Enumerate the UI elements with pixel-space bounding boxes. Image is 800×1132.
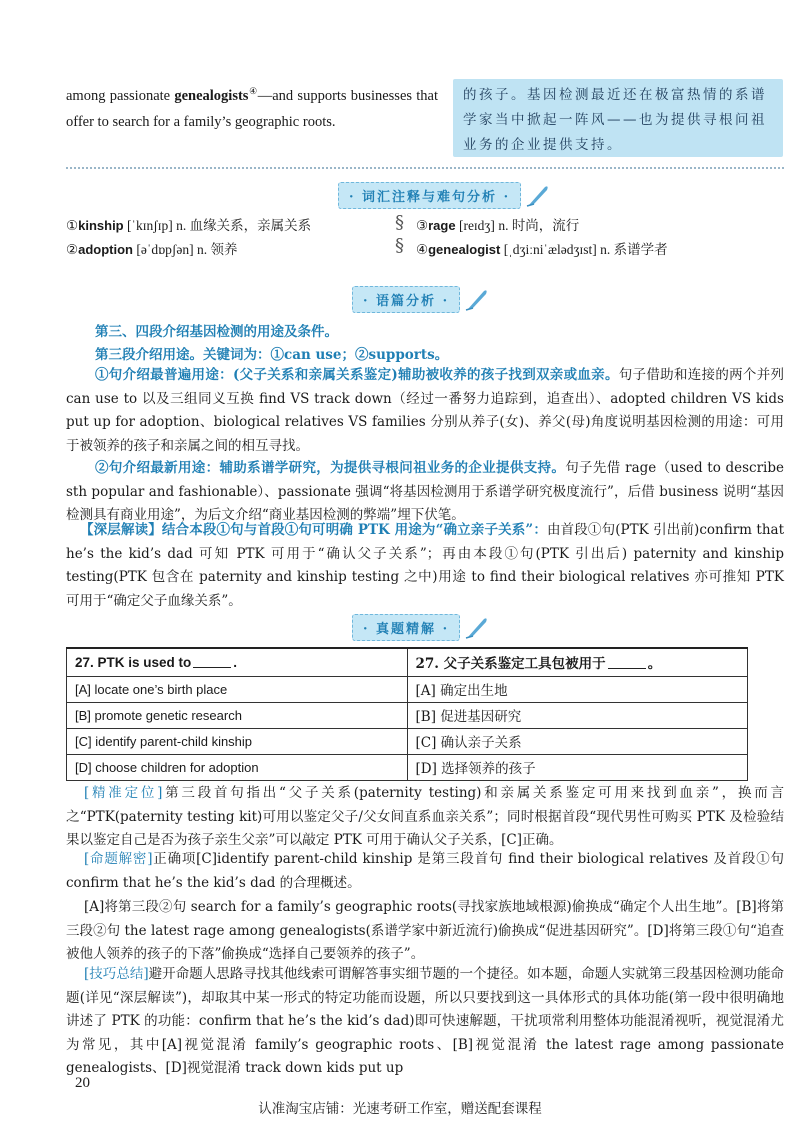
spring-binding-icon: §	[395, 212, 404, 233]
question-table	[66, 647, 748, 781]
option-b-cn: [B] 促进基因研究	[407, 702, 748, 728]
precise-location-paragraph: [精准定位]第三段首句指出“父子关系(paternity testing)和亲属关系鉴定可用来找到血亲”，换而言之“PTK(paternity testing kit)可用以鉴定父子/父女间直系血亲关系”；同时根据首段“现代男性可购买 PTK 及检验结果以鉴定自己是否为孩子亲生父亲”可以敲定 PTK 可用于确认父子关系，[C]正确。	[66, 785, 784, 848]
table-row	[67, 754, 748, 780]
option-a-cn: [A] 确定出生地	[407, 676, 748, 702]
quill-pen-icon	[464, 615, 490, 639]
analysis-section-header	[352, 287, 490, 311]
vocab-section-title: · 词汇注释与难句分析 ·	[338, 182, 521, 209]
vocab-entry-2: ②adoption [əˈdɒpʃən] n. 领养	[66, 242, 238, 257]
table-row	[67, 648, 748, 676]
table-row	[67, 728, 748, 754]
exam-section-header	[352, 615, 490, 639]
table-row	[67, 676, 748, 702]
analysis-keywords-line: 第三段介绍用途。关键词为：①can use；②supports。	[95, 347, 449, 363]
question-decode-paragraph: [命题解密]正确项[C]identify parent-child kinship 是第三段首句 find their biological relatives 及首段①句 confirm that he’s the kid’s dad 的合理概述。	[66, 851, 784, 891]
option-c-cn: [C] 确认亲子关系	[407, 728, 748, 754]
analysis-section-title: · 语篇分析 ·	[352, 286, 460, 313]
analysis-paragraph-1: ①句介绍最普遍用途：(父子关系和亲属关系鉴定)辅助被收养的孩子找到双亲或血亲。句子借助和连接的两个并列 can use to 以及三组同义互换 find VS track down（经过一番努力追踪到，追查出）、adopted children VS kids put up for adoption、biological relatives VS families 分别从养子(女)、养父(母)角度说明基因检测的用途：可用于被领养的孩子和亲属之间的相互寻找。	[66, 367, 785, 454]
quill-pen-icon	[464, 287, 490, 311]
quill-pen-icon	[525, 183, 551, 207]
option-a-en: [A] locate one’s birth place	[67, 676, 408, 702]
deep-reading-paragraph: 【深层解读】结合本段①句与首段①句可明确 PTK 用途为“确立亲子关系”：由首段①句(PTK 引出前)confirm that he’s the kid’s dad 可知 PTK 可用于“确认父子关系”；再由本段①句(PTK 引出后) paternity and kinship testing(PTK 包含在 paternity and kinship testing 之中)用途 to find their biological relatives 亦可推知 PTK 可用于“确定父子血缘关系”。	[66, 522, 784, 609]
vocab-entry-3: ③rage [reɪdʒ] n. 时尚，流行	[416, 218, 580, 233]
table-row	[67, 702, 748, 728]
dotted-divider	[66, 167, 784, 169]
question-stem-en: 27. PTK is used to .	[67, 648, 408, 676]
vocab-entry-1: ①kinship [ˈkɪnʃɪp] n. 血缘关系，亲属关系	[66, 218, 312, 233]
option-b-en: [B] promote genetic research	[67, 702, 408, 728]
analysis-intro-line: 第三、四段介绍基因检测的用途及条件。	[95, 324, 338, 340]
option-d-cn: [D] 选择领养的孩子	[407, 754, 748, 780]
footer-note: 认准淘宝店铺：光速考研工作室，赠送配套课程	[258, 1101, 542, 1117]
passage-english: among passionate genealogists④—and supports businesses that offer to search for a family’s geographic roots.	[66, 86, 438, 130]
option-c-en: [C] identify parent-child kinship	[67, 728, 408, 754]
analysis-paragraph-2: ②句介绍最新用途：辅助系谱学研究，为提供寻根问祖业务的企业提供支持。句子先借 rage（used to describe sth popular and fashionable）、passionate 强调“将基因检测用于系谱学研究极度流行”，后借 business 说明“基因检测具有商业用途”，为后文介绍“商业基因检测的弊端”埋下伏笔。	[66, 460, 785, 523]
page-number: 20	[75, 1075, 90, 1091]
keyword-genealogists: genealogists	[174, 87, 249, 104]
vocab-section-header	[338, 183, 551, 207]
exam-section-title: · 真题精解 ·	[352, 614, 460, 641]
option-d-en: [D] choose children for adoption	[67, 754, 408, 780]
distractor-analysis-paragraph: [A]将第三段②句 search for a family’s geographic roots(寻找家族地域根源)偷换成“确定个人出生地”。[B]将第三段②句 the latest rage among genealogists(系谱学家中新近流行)偷换成“促进基因研究”。[D]将第三段①句“追查被他人领养的孩子的下落”偷换成“选择自己要领养的孩子”。	[66, 899, 784, 962]
vocab-entry-4: ④genealogist [ˌdʒiːniˈælədʒɪst] n. 系谱学者	[416, 242, 668, 257]
technique-summary-paragraph: [技巧总结]避开命题人思路寻找其他线索可谓解答事实细节题的一个捷径。如本题，命题人实就第三段基因检测功能命题(详见“深层解读”)，却取其中某一形式的特定功能而设题，所以只要找到这一具体形式的具体功能(第一段中很明确地讲述了 PTK 的功能：confirm that he’s the kid’s dad)即可快速解题，干扰项常利用整体功能混淆视听，视觉混淆尤为常见，其中[A]视觉混淆 family’s geographic roots、[B]视觉混淆 the latest rage among passionate genealogists、[D]视觉混淆 track down kids put up	[66, 966, 785, 1076]
spring-binding-icon: §	[395, 235, 404, 256]
passage-chinese-box: 的孩子。基因检测最近还在极富热情的系谱学家当中掀起一阵风——也为提供寻根问祖业务的企业提供支持。	[453, 79, 783, 157]
question-stem-cn: 27. 父子关系鉴定工具包被用于 。	[407, 648, 748, 676]
